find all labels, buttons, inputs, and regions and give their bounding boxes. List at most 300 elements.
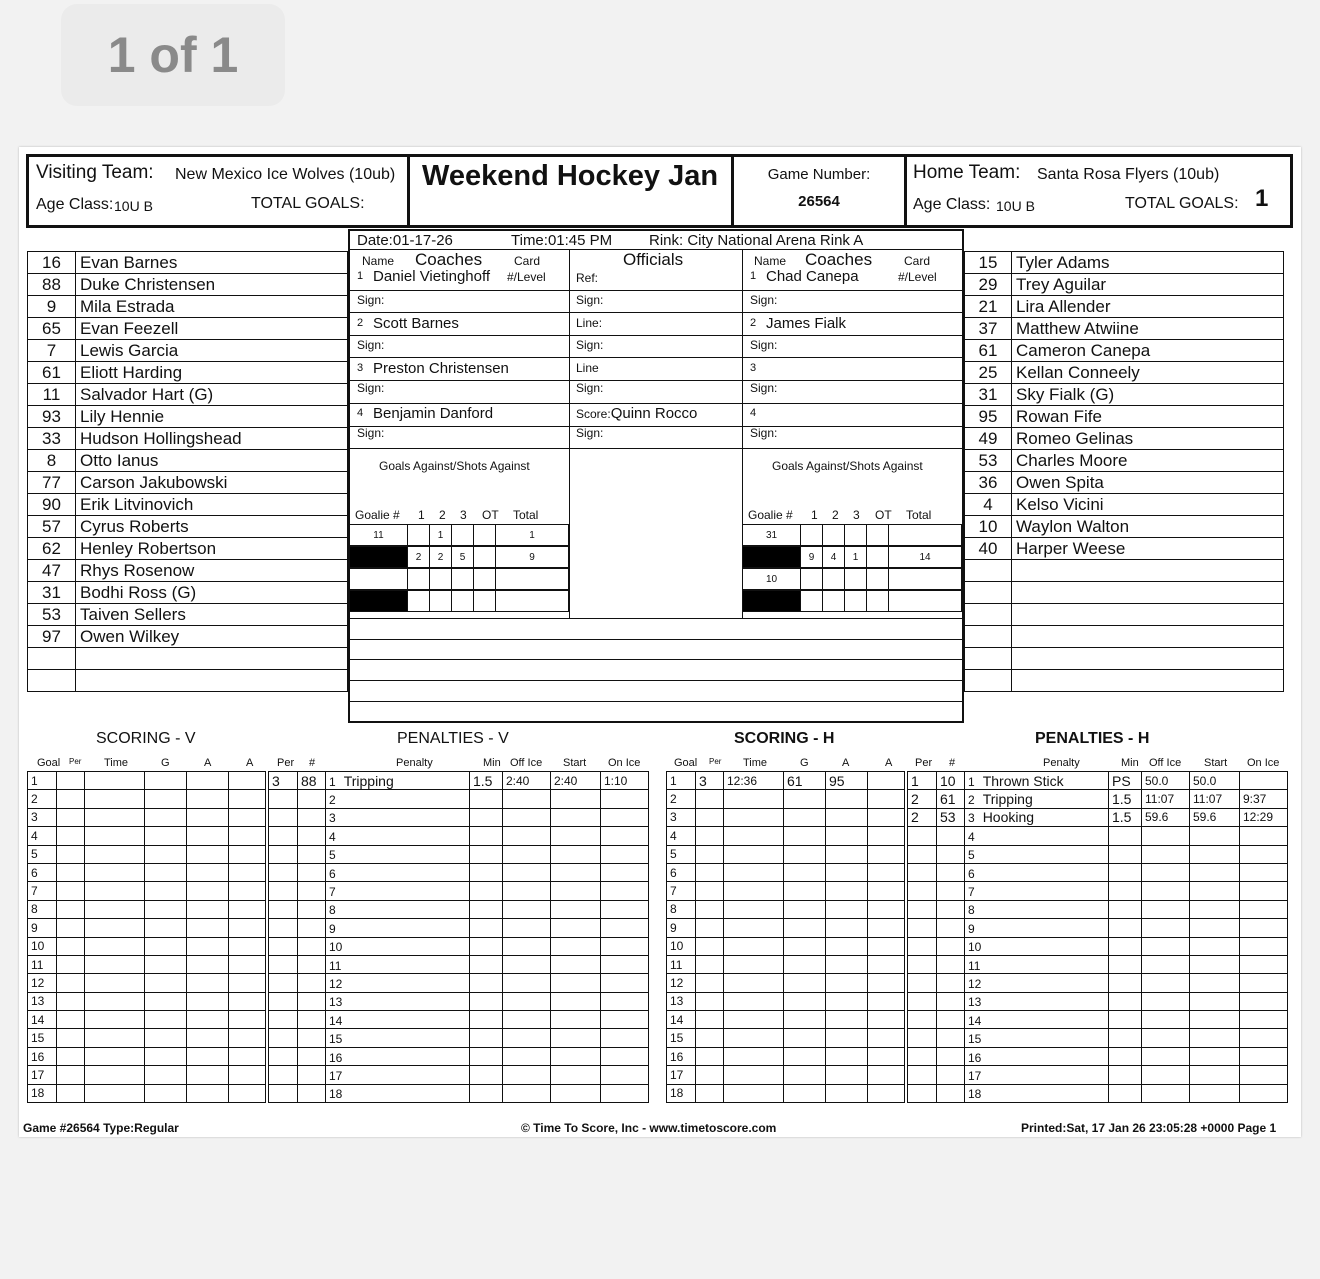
jersey-number: 15 bbox=[965, 252, 1012, 274]
period-cell bbox=[696, 1084, 724, 1102]
goalie-number-cell bbox=[349, 590, 408, 612]
home-roster-row bbox=[965, 296, 1284, 318]
goalie-column-header: 3 bbox=[460, 508, 467, 522]
period-cell: 2 bbox=[908, 808, 937, 826]
assist-1-cell bbox=[826, 937, 868, 955]
scoring-row bbox=[667, 882, 905, 900]
coaches-h-level-label: #/Level bbox=[898, 270, 937, 284]
assist-1-cell bbox=[187, 772, 229, 790]
scoring-h-title: SCORING - H bbox=[734, 730, 835, 747]
officials-title: Officials bbox=[623, 250, 684, 269]
penalty-index: 17 bbox=[329, 1068, 343, 1083]
goalie-stat-cell: 14 bbox=[888, 546, 962, 568]
penalty-cell bbox=[965, 1047, 1109, 1065]
assist-2-cell bbox=[229, 882, 266, 900]
assist-2-cell bbox=[868, 1084, 905, 1102]
player-number-cell bbox=[298, 790, 326, 808]
start-cell bbox=[551, 900, 601, 918]
visiting-coach-sign-label: Sign: bbox=[357, 338, 385, 352]
penalty-index: 13 bbox=[968, 995, 982, 1010]
penalty-row bbox=[269, 845, 649, 863]
rink-name: Rink: City National Arena Rink A bbox=[649, 232, 864, 249]
off-ice-cell bbox=[1142, 845, 1190, 863]
player-name bbox=[76, 648, 348, 670]
penalty-row bbox=[269, 955, 649, 973]
assist-1-cell bbox=[187, 827, 229, 845]
player-name: Owen Wilkey bbox=[76, 626, 348, 648]
scoring-row bbox=[667, 992, 905, 1010]
period-cell bbox=[696, 1029, 724, 1047]
period-cell bbox=[908, 1084, 937, 1102]
time-cell: 12:36 bbox=[724, 772, 784, 790]
scoring-row bbox=[28, 992, 266, 1010]
goalie-column-header: Total bbox=[513, 508, 539, 522]
penalty-cell bbox=[326, 1066, 470, 1084]
jersey-number: 10 bbox=[965, 516, 1012, 538]
start-cell bbox=[1190, 955, 1240, 973]
goalie-row bbox=[350, 547, 569, 568]
goal-scorer-cell bbox=[145, 772, 187, 790]
assist-1-cell bbox=[826, 1047, 868, 1065]
assist-2-cell bbox=[868, 1047, 905, 1065]
start-cell bbox=[1190, 863, 1240, 881]
off-ice-cell bbox=[1142, 974, 1190, 992]
penalty-cell bbox=[965, 900, 1109, 918]
penalty-cell bbox=[326, 1011, 470, 1029]
goalie-stat-cell: 1 bbox=[429, 524, 452, 546]
time-cell bbox=[85, 919, 145, 937]
period-cell bbox=[57, 863, 85, 881]
official-sign-label: Sign: bbox=[576, 293, 604, 307]
goal-number: 17 bbox=[28, 1066, 57, 1084]
period-cell bbox=[269, 808, 298, 826]
minutes-cell bbox=[470, 1047, 503, 1065]
period-cell bbox=[908, 955, 937, 973]
goal-number: 1 bbox=[28, 772, 57, 790]
home-total-label: TOTAL GOALS: bbox=[1125, 195, 1239, 212]
player-name: Waylon Walton bbox=[1012, 516, 1284, 538]
goalie-column-header: Goalie # bbox=[355, 508, 400, 522]
off-ice-cell bbox=[503, 845, 551, 863]
visiting-coach-sign-label: Sign: bbox=[357, 426, 385, 440]
player-number-cell bbox=[298, 808, 326, 826]
player-name: Rowan Fife bbox=[1012, 406, 1284, 428]
jersey-number: 25 bbox=[965, 362, 1012, 384]
time-cell bbox=[724, 1084, 784, 1102]
off-ice-cell bbox=[503, 974, 551, 992]
home-label: Home Team: bbox=[913, 162, 1021, 183]
coaches-h-name-label: Name bbox=[754, 254, 787, 268]
goalie-stat-cell bbox=[429, 590, 452, 612]
goal-number: 7 bbox=[28, 882, 57, 900]
log-column-header: A bbox=[204, 757, 212, 769]
penalty-index: 2 bbox=[968, 793, 975, 808]
log-column-header: # bbox=[949, 757, 956, 769]
period-cell bbox=[57, 1066, 85, 1084]
time-cell bbox=[724, 863, 784, 881]
assist-1-cell bbox=[187, 845, 229, 863]
period-cell bbox=[696, 863, 724, 881]
footer-game-info: Game #26564 Type:Regular bbox=[23, 1121, 179, 1135]
on-ice-cell bbox=[1240, 863, 1288, 881]
assist-1-cell bbox=[187, 937, 229, 955]
visiting-header bbox=[26, 154, 410, 228]
goal-number: 9 bbox=[667, 919, 696, 937]
period-cell bbox=[57, 937, 85, 955]
goalie-stat-cell bbox=[473, 546, 496, 568]
period-cell bbox=[57, 772, 85, 790]
start-cell bbox=[551, 1066, 601, 1084]
goal-number: 18 bbox=[667, 1084, 696, 1102]
player-number-cell bbox=[937, 992, 965, 1010]
goalie-row bbox=[743, 525, 962, 546]
player-number-cell bbox=[298, 1029, 326, 1047]
penalty-row bbox=[908, 992, 1288, 1010]
player-number-cell bbox=[298, 845, 326, 863]
goal-scorer-cell bbox=[145, 1047, 187, 1065]
penalty-cell bbox=[965, 955, 1109, 973]
start-cell bbox=[551, 937, 601, 955]
on-ice-cell bbox=[1240, 1029, 1288, 1047]
player-name: Trey Aguilar bbox=[1012, 274, 1284, 296]
goalie-stat-cell bbox=[866, 568, 889, 590]
scoring-row bbox=[667, 955, 905, 973]
home-roster-row bbox=[965, 560, 1284, 582]
player-name bbox=[1012, 582, 1284, 604]
period-cell bbox=[908, 1029, 937, 1047]
goalie-stat-cell: 1 bbox=[495, 524, 569, 546]
period-cell: 3 bbox=[696, 772, 724, 790]
visiting-roster-row bbox=[28, 472, 348, 494]
home-roster bbox=[964, 251, 1284, 692]
penalty-index: 7 bbox=[329, 885, 336, 900]
penalty-index: 1 bbox=[329, 774, 336, 789]
goalie-stat-cell bbox=[495, 590, 569, 612]
penalty-index: 2 bbox=[329, 793, 336, 808]
penalty-row bbox=[269, 790, 649, 808]
jersey-number bbox=[965, 560, 1012, 582]
time-cell bbox=[724, 937, 784, 955]
off-ice-cell: 59.6 bbox=[1142, 808, 1190, 826]
penalty-index: 8 bbox=[968, 903, 975, 918]
player-number-cell: 61 bbox=[937, 790, 965, 808]
home-roster-row bbox=[965, 340, 1284, 362]
home-roster-row bbox=[965, 516, 1284, 538]
penalty-cell bbox=[326, 845, 470, 863]
goalie-row bbox=[743, 591, 962, 612]
penalty-cell bbox=[326, 900, 470, 918]
goalie-stat-cell bbox=[800, 524, 823, 546]
home-coach-number: 4 bbox=[750, 407, 757, 419]
goal-scorer-cell bbox=[145, 1029, 187, 1047]
scoring-row bbox=[667, 1029, 905, 1047]
player-number-cell: 88 bbox=[298, 772, 326, 790]
period-cell bbox=[908, 827, 937, 845]
period-cell bbox=[269, 845, 298, 863]
scoring-row bbox=[667, 772, 905, 790]
off-ice-cell bbox=[1142, 992, 1190, 1010]
scoring-row bbox=[667, 790, 905, 808]
period-cell bbox=[696, 955, 724, 973]
time-cell bbox=[85, 1066, 145, 1084]
player-number-cell bbox=[937, 863, 965, 881]
goal-number: 15 bbox=[667, 1029, 696, 1047]
assist-2-cell bbox=[868, 772, 905, 790]
goal-scorer-cell bbox=[784, 1011, 826, 1029]
period-cell bbox=[696, 992, 724, 1010]
player-number-cell bbox=[298, 974, 326, 992]
log-column-header: # bbox=[309, 757, 316, 769]
jersey-number: 53 bbox=[965, 450, 1012, 472]
scorekeeper-name: Quinn Rocco bbox=[610, 405, 698, 422]
home-roster-row bbox=[965, 648, 1284, 670]
jersey-number: 49 bbox=[965, 428, 1012, 450]
goal-scorer-cell bbox=[784, 900, 826, 918]
time-cell bbox=[724, 919, 784, 937]
visiting-coach-sign-label: Sign: bbox=[357, 293, 385, 307]
assist-2-cell bbox=[229, 1066, 266, 1084]
assist-1-cell bbox=[826, 919, 868, 937]
scoring-row bbox=[667, 1066, 905, 1084]
on-ice-cell bbox=[1240, 1066, 1288, 1084]
penalty-row bbox=[908, 955, 1288, 973]
period-cell bbox=[57, 1047, 85, 1065]
player-number-cell bbox=[298, 919, 326, 937]
jersey-number: 29 bbox=[965, 274, 1012, 296]
minutes-cell bbox=[1109, 863, 1142, 881]
minutes-cell bbox=[1109, 1029, 1142, 1047]
penalty-index: 1 bbox=[968, 774, 975, 789]
minutes-cell bbox=[470, 845, 503, 863]
penalty-cell bbox=[965, 1084, 1109, 1102]
off-ice-cell bbox=[503, 992, 551, 1010]
assist-1-cell bbox=[826, 1029, 868, 1047]
scoring-row bbox=[28, 790, 266, 808]
assist-1-cell bbox=[187, 992, 229, 1010]
assist-1-cell bbox=[826, 955, 868, 973]
start-cell bbox=[1190, 1084, 1240, 1102]
on-ice-cell bbox=[601, 827, 649, 845]
assist-1-cell bbox=[826, 1084, 868, 1102]
player-name: Lily Hennie bbox=[76, 406, 348, 428]
time-cell bbox=[85, 882, 145, 900]
player-name: Taiven Sellers bbox=[76, 604, 348, 626]
player-number-cell bbox=[298, 992, 326, 1010]
jersey-number: 88 bbox=[28, 274, 76, 296]
coaches-v-card-label: Card bbox=[514, 254, 541, 268]
time-cell bbox=[724, 992, 784, 1010]
start-cell bbox=[1190, 827, 1240, 845]
page-indicator: 1 of 1 bbox=[61, 4, 285, 106]
player-number-cell: 53 bbox=[937, 808, 965, 826]
penalty-index: 11 bbox=[968, 958, 981, 973]
player-number-cell bbox=[298, 900, 326, 918]
penalty-index: 18 bbox=[968, 1087, 982, 1102]
scorekeeper-label: Score:Quinn Rocco bbox=[576, 405, 698, 422]
assist-1-cell bbox=[187, 1029, 229, 1047]
referee-label: Ref: bbox=[576, 271, 599, 285]
start-cell bbox=[1190, 937, 1240, 955]
goal-number: 11 bbox=[667, 955, 696, 973]
goalie-number-cell bbox=[742, 590, 801, 612]
assist-1-cell bbox=[187, 919, 229, 937]
minutes-cell: PS bbox=[1109, 772, 1142, 790]
goal-scorer-cell bbox=[784, 919, 826, 937]
start-cell bbox=[551, 955, 601, 973]
goalie-stat-cell bbox=[407, 590, 430, 612]
player-name bbox=[1012, 648, 1284, 670]
penalty-cell bbox=[965, 1066, 1109, 1084]
player-number-cell bbox=[298, 827, 326, 845]
off-ice-cell bbox=[1142, 1029, 1190, 1047]
goal-number: 14 bbox=[667, 1011, 696, 1029]
on-ice-cell bbox=[601, 974, 649, 992]
goal-scorer-cell bbox=[145, 808, 187, 826]
goal-number: 18 bbox=[28, 1084, 57, 1102]
start-cell bbox=[551, 790, 601, 808]
scoring-row bbox=[667, 863, 905, 881]
penalty-row bbox=[908, 863, 1288, 881]
player-name: Lira Allender bbox=[1012, 296, 1284, 318]
time-cell bbox=[85, 1011, 145, 1029]
home-total-goals: 1 bbox=[1255, 185, 1269, 212]
penalty-row bbox=[908, 900, 1288, 918]
goal-number: 6 bbox=[667, 863, 696, 881]
visiting-roster-row bbox=[28, 428, 348, 450]
goalie-stat-cell bbox=[451, 568, 474, 590]
goalie-stat-cell: 2 bbox=[429, 546, 452, 568]
off-ice-cell bbox=[1142, 827, 1190, 845]
assist-2-cell bbox=[868, 790, 905, 808]
penalty-index: 16 bbox=[968, 1050, 982, 1065]
scoring-row bbox=[28, 882, 266, 900]
footer-copyright: © Time To Score, Inc - www.timetoscore.com bbox=[521, 1121, 777, 1135]
goal-number: 14 bbox=[28, 1011, 57, 1029]
player-number-cell bbox=[937, 974, 965, 992]
visiting-roster-row bbox=[28, 274, 348, 296]
assist-2-cell bbox=[868, 808, 905, 826]
player-number-cell bbox=[937, 1047, 965, 1065]
start-cell bbox=[1190, 1011, 1240, 1029]
minutes-cell: 1.5 bbox=[1109, 808, 1142, 826]
player-number-cell bbox=[937, 1029, 965, 1047]
player-name: Cyrus Roberts bbox=[76, 516, 348, 538]
on-ice-cell bbox=[601, 955, 649, 973]
off-ice-cell bbox=[1142, 1066, 1190, 1084]
goal-number: 6 bbox=[28, 863, 57, 881]
goalie-stat-cell bbox=[800, 590, 823, 612]
log-column-header: Penalty bbox=[396, 757, 433, 769]
game-number-label: Game Number: bbox=[767, 166, 871, 183]
time-cell bbox=[724, 1011, 784, 1029]
assist-2-cell bbox=[229, 827, 266, 845]
period-cell: 3 bbox=[269, 772, 298, 790]
player-name: Charles Moore bbox=[1012, 450, 1284, 472]
player-number-cell bbox=[937, 827, 965, 845]
scoring-row bbox=[28, 827, 266, 845]
jersey-number: 8 bbox=[28, 450, 76, 472]
log-column-header: Goal bbox=[674, 757, 698, 769]
goal-number: 5 bbox=[28, 845, 57, 863]
visiting-coach-number: 4 bbox=[357, 407, 364, 419]
penalty-cell bbox=[326, 772, 470, 790]
goalie-stat-cell bbox=[822, 524, 845, 546]
start-cell bbox=[1190, 1029, 1240, 1047]
on-ice-cell bbox=[1240, 1047, 1288, 1065]
title-box bbox=[407, 154, 734, 228]
penalty-row bbox=[908, 1029, 1288, 1047]
penalty-row bbox=[269, 1084, 649, 1102]
home-roster-row bbox=[965, 252, 1284, 274]
period-cell bbox=[696, 1066, 724, 1084]
penalty-row bbox=[908, 827, 1288, 845]
goalie-column-header: 2 bbox=[439, 508, 446, 522]
penalty-cell bbox=[965, 808, 1109, 826]
start-cell bbox=[1190, 845, 1240, 863]
visiting-roster-row bbox=[28, 450, 348, 472]
player-number-cell bbox=[937, 882, 965, 900]
player-name: Evan Feezell bbox=[76, 318, 348, 340]
player-name bbox=[1012, 670, 1284, 692]
off-ice-cell bbox=[1142, 900, 1190, 918]
minutes-cell bbox=[1109, 1011, 1142, 1029]
period-cell bbox=[696, 937, 724, 955]
period-cell bbox=[908, 863, 937, 881]
penalty-row bbox=[908, 937, 1288, 955]
penalty-index: 9 bbox=[968, 921, 975, 936]
penalty-cell bbox=[965, 992, 1109, 1010]
goalies-h-title: Goals Against/Shots Against bbox=[772, 459, 923, 473]
time-cell bbox=[724, 955, 784, 973]
assist-2-cell bbox=[868, 955, 905, 973]
log-column-header: Off Ice bbox=[510, 757, 543, 769]
jersey-number: 21 bbox=[965, 296, 1012, 318]
game-time: Time:01:45 PM bbox=[511, 232, 613, 249]
goal-scorer-cell bbox=[784, 1047, 826, 1065]
period-cell bbox=[269, 919, 298, 937]
off-ice-cell bbox=[1142, 1047, 1190, 1065]
assist-1-cell bbox=[187, 882, 229, 900]
on-ice-cell bbox=[601, 1047, 649, 1065]
period-cell bbox=[696, 790, 724, 808]
off-ice-cell bbox=[1142, 1011, 1190, 1029]
penalties-v-title: PENALTIES - V bbox=[397, 730, 509, 747]
log-column-header: Off Ice bbox=[1149, 757, 1182, 769]
player-name bbox=[1012, 626, 1284, 648]
jersey-number: 31 bbox=[28, 582, 76, 604]
minutes-cell bbox=[1109, 827, 1142, 845]
scoring-row bbox=[28, 1084, 266, 1102]
time-cell bbox=[85, 790, 145, 808]
goal-scorer-cell bbox=[145, 1011, 187, 1029]
player-name bbox=[76, 670, 348, 692]
time-cell bbox=[85, 937, 145, 955]
player-name: Kelso Vicini bbox=[1012, 494, 1284, 516]
scoring-v-title: SCORING - V bbox=[96, 730, 196, 747]
goalie-row bbox=[743, 547, 962, 568]
visiting-coach-number: 1 bbox=[357, 270, 364, 282]
assist-1-cell bbox=[187, 808, 229, 826]
player-name: Harper Weese bbox=[1012, 538, 1284, 560]
on-ice-cell bbox=[601, 1084, 649, 1102]
goal-number: 17 bbox=[667, 1066, 696, 1084]
scoresheet bbox=[19, 147, 1301, 1137]
assist-1-cell bbox=[187, 1047, 229, 1065]
penalty-index: 10 bbox=[329, 940, 343, 955]
goalie-number-cell: 11 bbox=[349, 524, 408, 546]
time-cell bbox=[85, 900, 145, 918]
minutes-cell bbox=[470, 974, 503, 992]
